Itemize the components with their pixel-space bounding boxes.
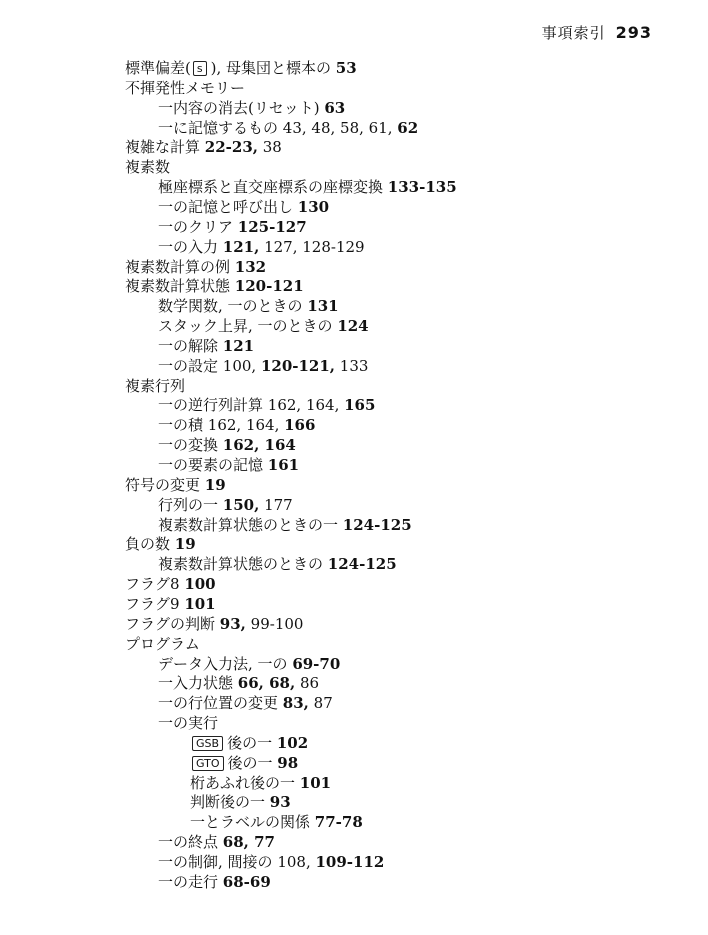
entry-term: フラグ8	[125, 575, 185, 594]
page-ref: 100,	[222, 356, 261, 375]
entry-term: 数学関数, 一のときの	[158, 297, 308, 316]
entry-term: 一のクリア	[158, 217, 238, 236]
page-ref: 102	[276, 733, 309, 752]
entry-term: フラグ9	[125, 594, 185, 613]
entry-term: 一内容の消去(リセット)	[158, 98, 325, 117]
index-entry	[158, 316, 369, 336]
key-symbol: GTO	[192, 756, 224, 771]
page-ref: 109-112	[315, 853, 385, 871]
index-entry	[158, 98, 345, 118]
entry-term: 一の積	[158, 416, 208, 435]
page-ref: 77-78	[314, 813, 363, 832]
page-ref: 100	[184, 575, 216, 594]
page-ref: 162, 164,	[267, 396, 345, 415]
index-entry	[125, 157, 170, 177]
page-ref: 131	[307, 297, 339, 316]
page-ref: 98	[277, 753, 299, 772]
entry-term: 一の終点	[158, 833, 223, 852]
page-ref: 22-23,	[204, 138, 258, 157]
running-header	[542, 22, 652, 43]
index-entry	[158, 197, 329, 217]
page-ref: 127, 128-129	[259, 237, 365, 256]
entry-term: 複素数	[125, 158, 171, 177]
index-entry	[190, 733, 308, 753]
entry-term: 符号の変更	[125, 475, 205, 494]
index-entry	[158, 118, 418, 138]
page-ref: 132	[234, 257, 267, 276]
header-title: 事項索引	[541, 24, 606, 42]
page-ref: 62	[397, 118, 419, 137]
index-entry	[158, 356, 368, 376]
index-entry	[125, 78, 245, 98]
entry-term: 後の一	[227, 753, 278, 772]
entry-term: 一の走行	[158, 872, 223, 891]
entry-term: 一の逆行列計算	[158, 396, 268, 415]
index-entry	[158, 693, 333, 713]
page-ref: 86	[295, 674, 320, 693]
entry-term: 桁あふれ後の一	[190, 773, 300, 792]
entry-term: 判断後の一	[190, 793, 270, 812]
page-ref: 68, 77	[222, 833, 275, 852]
index-entry	[158, 296, 339, 316]
index-entry	[158, 713, 218, 733]
entry-term: 一の実行	[158, 714, 219, 733]
entry-term: 一の制御, 間接の	[158, 853, 278, 871]
page-ref: 166	[284, 416, 316, 435]
page-ref: 162, 164,	[207, 416, 285, 435]
entry-term: スタック上昇, 一のときの	[158, 317, 338, 336]
page-ref: 93,	[219, 614, 246, 633]
page-ref: 53	[335, 59, 357, 77]
index-entry	[125, 276, 304, 296]
page-ref: 38	[257, 138, 282, 157]
page-ref: 150,	[222, 495, 260, 514]
index-entry	[125, 58, 357, 78]
page-ref: 19	[204, 475, 226, 494]
page-ref: 108,	[277, 853, 316, 871]
entry-term: 負の数	[125, 535, 175, 554]
entry-term: 一の行位置の変更	[158, 694, 283, 713]
entry-term: 複素数計算の例	[125, 257, 235, 276]
index-entry	[125, 137, 282, 157]
page-number: 293	[615, 23, 652, 42]
index-entry	[125, 634, 200, 654]
page-ref: 124-125	[342, 515, 412, 534]
index-entry	[125, 614, 303, 634]
page-ref: 121	[222, 336, 255, 355]
entry-term: 極座標系と直交座標系の座標変換	[158, 178, 388, 197]
index-entry	[190, 773, 331, 793]
index-entry	[158, 554, 397, 574]
entry-term: 複素数計算状態のときの	[158, 555, 328, 574]
entry-term: 標準偏差(	[125, 59, 191, 77]
index-entry	[158, 872, 271, 892]
page-ref: 165	[344, 396, 376, 415]
page-ref: 124-125	[327, 555, 397, 574]
entry-term: 複素数計算状態	[125, 277, 235, 296]
page-ref: 161	[267, 456, 300, 474]
entry-term: 一の要素の記憶	[158, 456, 268, 474]
entry-term: 一の解除	[158, 336, 223, 355]
entry-term: 一に記憶するもの	[158, 118, 283, 137]
index-entry	[125, 376, 185, 396]
entry-term: 一とラベルの関係	[190, 813, 315, 832]
index-entry	[158, 217, 307, 237]
index-entry	[158, 336, 254, 356]
index-entry	[158, 415, 315, 435]
index-entry	[190, 792, 291, 812]
entry-term: プログラム	[125, 634, 200, 653]
index-entry	[158, 395, 375, 415]
index-entry	[158, 852, 384, 872]
entry-term: フラグの判断	[125, 614, 220, 633]
entry-term-suffix: ), 母集団と標本の	[210, 59, 336, 77]
index-entry	[125, 257, 266, 277]
index-entry	[125, 574, 216, 594]
page-ref: 125-127	[237, 217, 307, 236]
page-ref: 162, 164	[222, 436, 296, 455]
page-ref: 93	[269, 793, 291, 812]
entry-term: 複素行列	[125, 376, 186, 395]
index-entry	[158, 654, 340, 674]
page-ref: 83,	[282, 694, 309, 713]
index-entry	[158, 515, 412, 535]
entry-term: 一入力状態	[158, 674, 238, 693]
page-ref: 124	[337, 317, 369, 336]
page-ref: 99-100	[245, 614, 304, 633]
index-entry	[190, 753, 298, 773]
page-ref: 120-121	[234, 277, 304, 296]
page-ref: 101	[299, 773, 332, 792]
index-entry	[158, 673, 319, 693]
page-ref: 43, 48, 58, 61,	[282, 118, 398, 137]
page-ref: 69-70	[292, 654, 341, 673]
page-ref: 68-69	[222, 872, 271, 891]
entry-term: 不揮発性メモリー	[125, 78, 246, 97]
page-ref: 66, 68,	[237, 674, 296, 693]
entry-term: 複雑な計算	[125, 138, 205, 157]
key-symbol: s	[193, 61, 207, 76]
page-ref: 133	[335, 356, 369, 375]
key-symbol: GSB	[192, 736, 223, 751]
page-ref: 87	[308, 694, 333, 713]
entry-term: 後の一	[227, 733, 277, 752]
index-entry	[158, 237, 365, 257]
page-ref: 121,	[222, 237, 260, 256]
page-ref: 63	[324, 98, 346, 117]
entry-term: 一の入力	[158, 237, 223, 256]
index-entry	[158, 495, 293, 515]
page-ref: 101	[184, 594, 216, 613]
page-ref: 120-121,	[260, 356, 336, 375]
page-ref: 177	[259, 495, 293, 514]
index-entry	[158, 832, 275, 852]
index-entry	[125, 534, 196, 554]
page-ref: 133-135	[387, 178, 457, 197]
index-entry	[190, 812, 363, 832]
page-ref: 19	[174, 535, 196, 554]
entry-term: 行列の一	[158, 495, 223, 514]
entry-term: 一の記憶と呼び出し	[158, 197, 298, 216]
index-entry	[158, 177, 457, 197]
entry-term: 複素数計算状態のときの一	[158, 515, 343, 534]
page-ref: 130	[297, 197, 330, 216]
entry-term: データ入力法, 一の	[158, 654, 293, 673]
entry-term: 一の設定	[158, 356, 223, 375]
entry-term: 一の変換	[158, 436, 223, 455]
index-entry	[158, 435, 296, 455]
index-entry	[125, 475, 226, 495]
index-entry	[125, 594, 216, 614]
index-entry	[158, 455, 299, 475]
